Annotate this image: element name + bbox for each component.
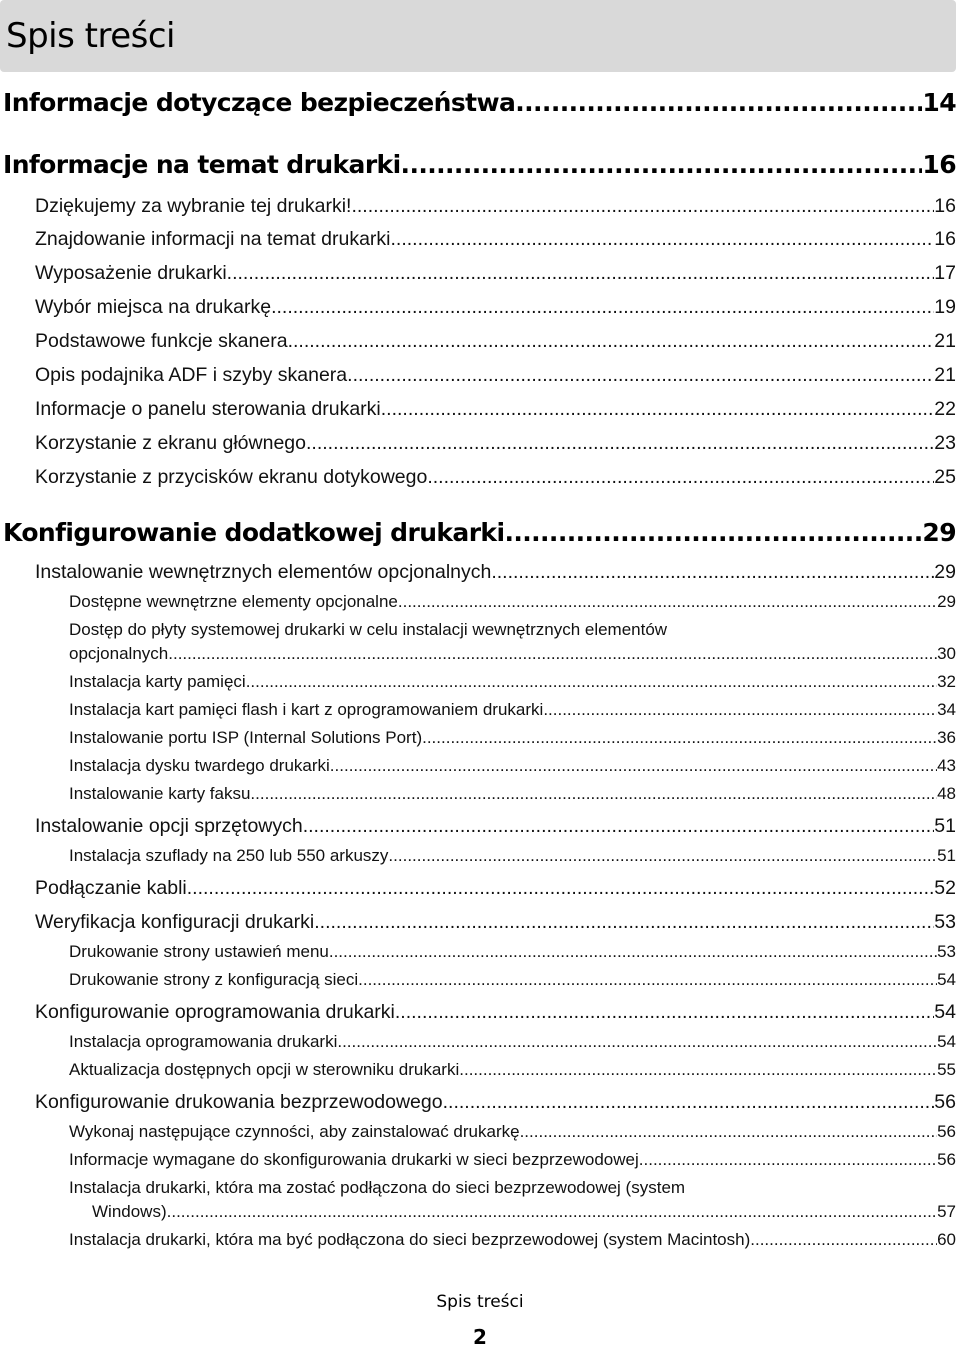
toc-entry[interactable]: [35, 911, 956, 934]
dot-leader: [388, 846, 937, 866]
page-title: Spis treści: [6, 16, 175, 56]
toc-entry[interactable]: [35, 1001, 956, 1024]
toc-entry-label: Dziękujemy za wybranie tej drukarki!.: [35, 195, 357, 217]
toc-page-number: 43: [937, 756, 956, 775]
toc-entry[interactable]: [69, 644, 956, 664]
footer-label: Spis treści: [436, 1292, 524, 1312]
toc-entry-printer-info[interactable]: [3, 150, 956, 179]
toc-entry-label: Instalowanie portu ISP (Internal Solutions Port): [69, 728, 423, 747]
toc-page-number: 51: [937, 846, 956, 865]
dot-leader: [639, 1150, 937, 1170]
toc-page-number: 29: [934, 561, 956, 583]
toc-entry-label: Instalacja oprogramowania drukarki: [69, 1032, 338, 1051]
dot-leader: [329, 942, 937, 962]
toc-entry-label: Podłączanie kabli: [35, 877, 187, 899]
footer-page-number: 2: [473, 1325, 487, 1349]
dot-leader: [422, 728, 937, 748]
toc-page-number: 60: [937, 1230, 956, 1249]
dot-leader: [381, 398, 935, 421]
toc-entry-label: Instalacja kart pamięci flash i kart z oprogramowaniem drukarki: [69, 700, 544, 719]
dot-leader: [250, 784, 937, 804]
toc-page-number: 54: [937, 970, 956, 989]
toc-entry[interactable]: [69, 784, 956, 804]
dot-leader: [171, 1202, 937, 1222]
toc-entry[interactable]: [69, 970, 956, 990]
toc-entry[interactable]: [35, 195, 956, 218]
toc-entry[interactable]: [69, 672, 956, 692]
toc-page-number: 29: [937, 592, 956, 611]
toc-entry-label-line1[interactable]: Dostęp do płyty systemowej drukarki w celu instalacji wewnętrznych elementów: [69, 620, 668, 639]
toc-page-number: 32: [937, 672, 956, 691]
dot-leader: [520, 1122, 938, 1142]
toc-page-number: 29: [922, 518, 956, 547]
dot-leader: [358, 970, 937, 990]
dot-leader: [314, 911, 934, 934]
toc-entry[interactable]: [69, 728, 956, 748]
toc-page-number: 30: [937, 644, 956, 663]
toc-entry-label: Windows).: [92, 1202, 172, 1221]
toc-entry[interactable]: [69, 1032, 956, 1052]
toc-entry-label: Informacje o panelu sterowania drukarki: [35, 398, 381, 420]
toc-entry-label: Instalacja drukarki, która ma być podłączona do sieci bezprzewodowej (system Macintosh): [69, 1230, 751, 1249]
toc-entry-label: Korzystanie z ekranu głównego: [35, 432, 306, 454]
toc-entry[interactable]: [35, 330, 956, 353]
toc-page-number: 16: [934, 228, 956, 250]
dot-leader: [246, 672, 937, 692]
dot-leader: [750, 1230, 937, 1250]
toc-page-number: 22: [934, 398, 956, 420]
toc-page-number: 14: [922, 88, 956, 117]
toc-entry-label: Podstawowe funkcje skanera: [35, 330, 288, 352]
dot-leader: [401, 150, 923, 179]
dot-leader: [427, 466, 934, 489]
dot-leader: [398, 592, 937, 612]
dot-leader: [227, 262, 935, 285]
toc-entry[interactable]: [69, 1122, 956, 1142]
toc-page-number: 54: [934, 1001, 956, 1023]
toc-entry-label: Informacje dotyczące bezpieczeństwa: [3, 88, 516, 117]
toc-entry-label: Weryfikacja konfiguracji drukarki: [35, 911, 315, 933]
dot-leader: [271, 296, 934, 319]
toc-page-number: 52: [934, 877, 956, 899]
dot-leader: [543, 700, 937, 720]
toc-page-number: 51: [934, 815, 956, 837]
dot-leader: [303, 815, 935, 838]
toc-entry[interactable]: [35, 262, 956, 285]
toc-entry-label: Instalowanie karty faksu: [69, 784, 251, 803]
dot-leader: [347, 364, 934, 387]
toc-page-number: 23: [934, 432, 956, 454]
toc-page-number: 55: [937, 1060, 956, 1079]
dot-leader: [330, 756, 937, 776]
toc-entry-label: Dostępne wewnętrzne elementy opcjonalne: [69, 592, 398, 611]
dot-leader: [459, 1060, 937, 1080]
toc-entry[interactable]: [35, 815, 956, 838]
toc-entry[interactable]: [69, 592, 956, 612]
dot-leader: [168, 644, 937, 664]
toc-entry[interactable]: [35, 296, 956, 319]
toc-entry[interactable]: [69, 942, 956, 962]
toc-entry[interactable]: [69, 1150, 956, 1170]
toc-entry[interactable]: [35, 1091, 956, 1114]
toc-entry-label: Instalacja karty pamięci: [69, 672, 246, 691]
dot-leader: [306, 432, 934, 455]
toc-page-number: 16: [934, 195, 956, 217]
toc-entry[interactable]: [35, 561, 956, 584]
toc-page-number: 53: [937, 942, 956, 961]
toc-entry-label: Konfigurowanie drukowania bezprzewodowego: [35, 1091, 443, 1113]
toc-entry-label: Wykonaj następujące czynności, aby zainstalować drukarkę: [69, 1122, 520, 1141]
toc-page-number: 34: [937, 700, 956, 719]
toc-entry-additional-printer[interactable]: [3, 518, 956, 547]
toc-entry-label: Wybór miejsca na drukarkę: [35, 296, 272, 318]
toc-entry-label: Znajdowanie informacji na temat drukarki: [35, 228, 391, 250]
dot-leader: [515, 88, 922, 117]
toc-entry[interactable]: [69, 700, 956, 720]
toc-page-number: 16: [922, 150, 956, 179]
toc-entry-safety[interactable]: [3, 88, 956, 117]
toc-page-number: 19: [934, 296, 956, 318]
toc-entry-label: Konfigurowanie oprogramowania drukarki: [35, 1001, 395, 1023]
dot-leader: [504, 518, 922, 547]
toc-entry[interactable]: [69, 846, 956, 866]
toc-page-number: 21: [934, 364, 956, 386]
toc-page-number: 56: [937, 1122, 956, 1141]
toc-page-number: 36: [937, 728, 956, 747]
toc-entry-label: Opis podajnika ADF i szyby skanera: [35, 364, 348, 386]
toc-entry[interactable]: [35, 466, 956, 489]
toc-entry[interactable]: [35, 432, 956, 455]
dot-leader: [187, 877, 935, 900]
toc-entry[interactable]: [92, 1202, 956, 1222]
dot-leader: [443, 1091, 935, 1114]
toc-page-number: 25: [934, 466, 956, 488]
toc-entry-label: Instalowanie wewnętrznych elementów opcjonalnych: [35, 561, 492, 583]
toc-page-number: 17: [934, 262, 956, 284]
toc-page-number: 53: [934, 911, 956, 933]
toc-entry[interactable]: [69, 1060, 956, 1080]
dot-leader: [491, 561, 934, 584]
toc-page-number: 57: [937, 1202, 956, 1221]
toc-entry-label: Instalacja szuflady na 250 lub 550 arkuszy: [69, 846, 389, 865]
dot-leader: [395, 1001, 934, 1024]
toc-page-number: 56: [937, 1150, 956, 1169]
toc-page-number: 48: [937, 784, 956, 803]
toc-entry[interactable]: [35, 398, 956, 421]
dot-leader: [391, 228, 935, 251]
toc-entry-label: Aktualizacja dostępnych opcji w sterowniku drukarki: [69, 1060, 460, 1079]
toc-entry-label: Informacje na temat drukarki: [3, 150, 401, 179]
dot-leader: [357, 195, 934, 218]
toc-entry-label: Informacje wymagane do skonfigurowania drukarki w sieci bezprzewodowej: [69, 1150, 639, 1169]
toc-entry-label: Konfigurowanie dodatkowej drukarki: [3, 518, 505, 547]
toc-entry[interactable]: [69, 1230, 956, 1250]
dot-leader: [337, 1032, 937, 1052]
dot-leader: [288, 330, 935, 353]
toc-entry[interactable]: [35, 877, 956, 900]
toc-page-number: 21: [934, 330, 956, 352]
toc-entry[interactable]: [35, 228, 956, 251]
toc-entry[interactable]: [35, 364, 956, 387]
toc-entry-label: Drukowanie strony z konfiguracją sieci: [69, 970, 359, 989]
toc-entry[interactable]: [69, 756, 956, 776]
toc-entry-label: Korzystanie z przycisków ekranu dotykowego: [35, 466, 428, 488]
toc-entry-label: Instalacja dysku twardego drukarki: [69, 756, 330, 775]
toc-entry-label: Wyposażenie drukarki: [35, 262, 227, 284]
toc-entry-label: opcjonalnych: [69, 644, 169, 663]
toc-entry-label: Instalowanie opcji sprzętowych: [35, 815, 303, 837]
toc-entry-label: Drukowanie strony ustawień menu: [69, 942, 329, 961]
toc-page-number: 56: [934, 1091, 956, 1113]
title-bar: [0, 0, 956, 72]
toc-entry-label-line1[interactable]: Instalacja drukarki, która ma zostać podłączona do sieci bezprzewodowej (system: [69, 1178, 686, 1197]
toc-page-number: 54: [937, 1032, 956, 1051]
